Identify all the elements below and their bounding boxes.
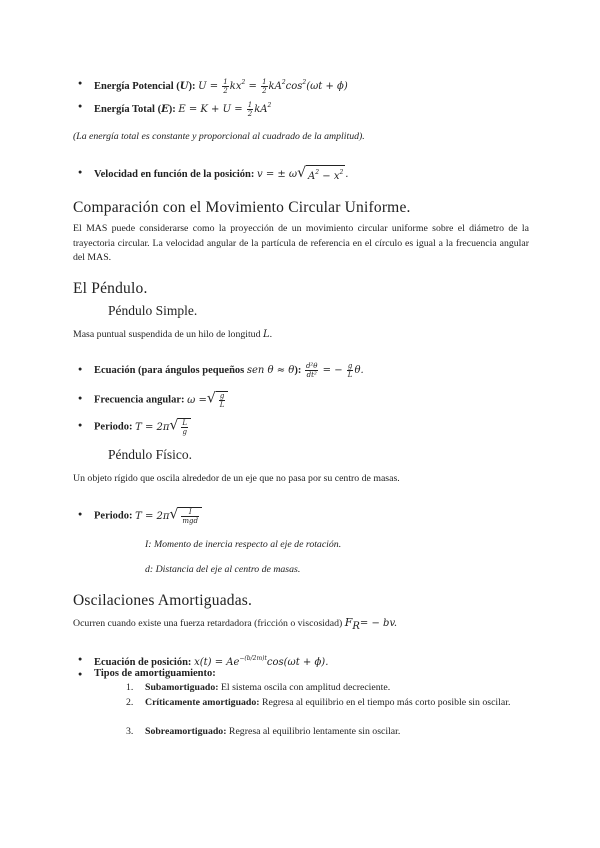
damped-intro: Ocurren cuando existe una fuerza retardadora (fricción o viscosidad) $F_R=$ − bv.: [73, 616, 398, 632]
simple-period-item: [94, 418, 191, 436]
simple-period-formula: T = 2π√ $\frac{L}{g}$: [135, 422, 191, 433]
potential-energy-formula: U = $\frac{1}{2}$ $kx^2$ = $\frac{1}{2}$ $kA^2\cos^2(\omega t + \phi)$: [198, 78, 348, 95]
distance-note: d: Distancia del eje al centro de masas.: [145, 564, 301, 575]
energy-note: (La energía total es constante y proporcional al cuadrado de la amplitud).: [73, 131, 365, 142]
small-angle-approx: sen θ ≈ θ: [246, 365, 295, 376]
damped-oscillations-heading: Oscilaciones Amortiguadas.: [73, 592, 253, 609]
angular-frequency-item: [94, 391, 228, 409]
circular-motion-paragraph: El MAS puede considerarse como la proyección de un movimiento circular uniforme sobre el diámetro de la trayectoria circular. La velocidad angular de la partícula de referencia en el círculo es igual a la frecuencia angular del MAS.: [73, 223, 529, 263]
physical-period-label: Periodo:: [94, 510, 133, 522]
circular-motion-heading: Comparación con el Movimiento Circular Uniforme.: [73, 199, 411, 216]
total-energy-label: Energía Total (E):: [94, 104, 176, 115]
angular-frequency-label: Frecuencia angular:: [94, 394, 185, 406]
angular-frequency-formula: ω =√ $\frac{g}{L}$: [187, 395, 228, 406]
simple-pendulum-equation-formula: $\frac{\text{d²θ}}{\text{dt²}}$ = − $\frac{g}{L}$ θ.: [305, 362, 364, 379]
inertia-note: I: Momento de inercia respecto al eje de rotación.: [145, 539, 342, 550]
damping-type-3: 3. Sobreamortiguado: Regresa al equilibrio lentamente sin oscilar.: [126, 726, 401, 737]
potential-energy-label: Energía Potencial (U):: [94, 81, 196, 92]
velocity-label: Velocidad en función de la posición:: [94, 169, 255, 180]
physical-period-item: [94, 507, 202, 525]
total-energy-item: [94, 99, 271, 118]
simple-pendulum-equation-label: Ecuación (para ángulos pequeños: [94, 365, 245, 376]
damped-position-label: Ecuación de posición:: [94, 657, 192, 668]
damping-type-2: 2. Críticamente amortiguado: Regresa al equilibrio en el tiempo más corto posible sin oscilar.: [126, 697, 511, 708]
damping-types-item: [94, 667, 216, 681]
physical-pendulum-intro: Un objeto rígido que oscila alrededor de un eje que no pasa por su centro de masas.: [73, 473, 400, 484]
simple-pendulum-equation-item: ● Ecuación (para ángulos pequeños sen θ ≈ θ): $\frac{\text{d²θ}}{\text{dt²}}$ = − $\frac{g}{L}$ θ.: [94, 362, 364, 379]
simple-period-label: Periodo:: [94, 421, 133, 433]
simple-pendulum-heading: Péndulo Simple.: [108, 303, 198, 318]
velocity-item: [94, 165, 348, 184]
pendulum-heading: El Péndulo.: [73, 280, 148, 297]
damped-position-formula: $x(t) = Ae^{-(b/2m)t}\cos(\omega t + \phi)$.: [194, 655, 329, 668]
potential-energy-item: [94, 76, 348, 95]
physical-period-formula: T = 2π√ $\frac{I}{\text{mgd}}$: [135, 511, 202, 522]
simple-pendulum-intro: Masa puntual suspendida de un hilo de longitud L.: [73, 329, 273, 340]
damping-type-1: 1. Subamortiguado: El sistema oscila con amplitud decreciente.: [126, 682, 391, 693]
physical-pendulum-heading: Péndulo Físico.: [108, 447, 193, 462]
total-energy-formula: E = K + U = $\frac{1}{2}$ $kA^2$: [178, 101, 272, 118]
velocity-formula: v = ± ω√ $A^2 - x^2$ .: [256, 165, 349, 182]
damping-types-label: Tipos de amortiguamiento:: [94, 668, 216, 679]
